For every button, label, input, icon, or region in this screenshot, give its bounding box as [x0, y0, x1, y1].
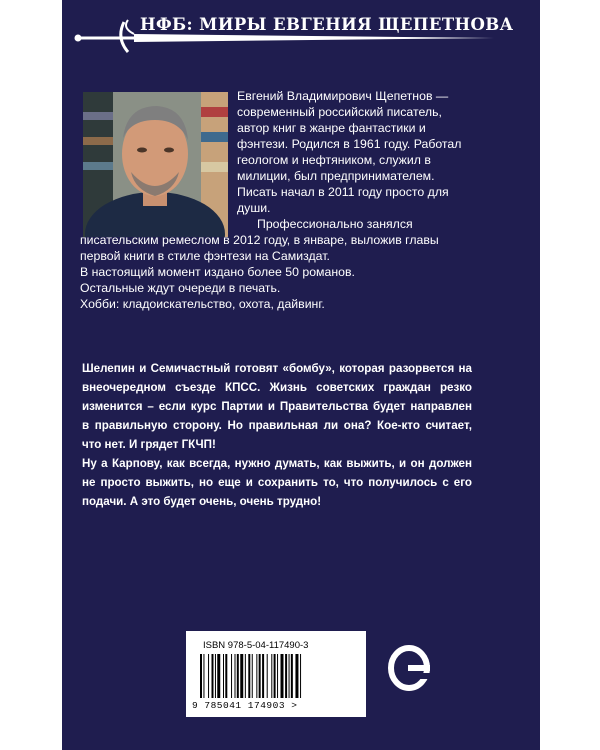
- barcode-bars: [196, 654, 356, 700]
- barcode-bar: [300, 654, 301, 698]
- barcode-bar: [217, 654, 220, 698]
- barcode-bar: [231, 654, 232, 698]
- barcode-bar: [271, 654, 272, 698]
- barcode-digits: 9 785041 174903 >: [192, 700, 298, 711]
- bio-line: Хобби: кладоискательство, охота, дайвинг.: [80, 297, 325, 311]
- bio-line: Профессионально занялся: [257, 217, 413, 231]
- barcode-bar: [240, 654, 243, 698]
- barcode-bar: [208, 654, 209, 698]
- annotation-line: что нет. И грядет ГКЧП!: [82, 438, 216, 451]
- bio-line: милиции, был предпринимателем.: [237, 169, 435, 183]
- annotation-line: в правильную сторону. Но правильная ли она? Кое-кто считает,: [82, 419, 472, 432]
- bio-line: фэнтези. Родился в 1961 году. Работал: [237, 137, 462, 151]
- barcode-bar: [215, 654, 216, 698]
- barcode-bar: [252, 654, 253, 698]
- barcode-bar: [285, 654, 287, 698]
- bio-line: Писать начал в 2011 году просто для: [237, 185, 449, 199]
- book-annotation: [82, 359, 472, 511]
- publisher-logo-icon: [386, 643, 432, 693]
- barcode-panel: [186, 631, 366, 717]
- bio-line: геологом и нефтяником, служил в: [237, 153, 431, 167]
- barcode-bar: [289, 654, 290, 698]
- barcode-bar: [256, 654, 257, 698]
- barcode-bar: [262, 654, 264, 698]
- barcode-bar: [281, 654, 284, 698]
- annotation-line: Шелепин и Семичастный готовят «бомбу», которая разорвется на: [82, 362, 472, 375]
- author-bio: [80, 88, 460, 312]
- barcode-bar: [259, 654, 261, 698]
- barcode-bar: [200, 654, 202, 698]
- annotation-line: подачи. А это будет очень, очень трудно!: [82, 495, 322, 508]
- bio-line: современный российский писатель,: [237, 105, 442, 119]
- bio-line: автор книг в жанре фантастики и: [237, 121, 426, 135]
- bio-line: души.: [237, 201, 271, 215]
- bio-line: писательским ремеслом в 2012 году, в январе, выложив главы: [80, 233, 439, 247]
- barcode-bar: [295, 654, 298, 698]
- barcode-bar: [223, 654, 224, 698]
- annotation-line: не просто выжить, но еще и сохранить то, что получилось с его: [82, 476, 472, 489]
- barcode-bar: [212, 654, 214, 698]
- barcode-bar: [237, 654, 239, 698]
- barcode-bar: [277, 654, 278, 698]
- barcode-bar: [267, 654, 268, 698]
- bio-line: Остальные ждут очереди в печать.: [80, 281, 281, 295]
- barcode-bar: [274, 654, 276, 698]
- barcode-bar: [291, 654, 293, 698]
- bio-line: В настоящий момент издано более 50 романов.: [80, 265, 355, 279]
- barcode-bar: [235, 654, 236, 698]
- annotation-line: Ну а Карпову, как всегда, нужно думать, как выжить, и он должен: [82, 457, 472, 470]
- barcode-bar: [203, 654, 204, 698]
- barcode-bar: [225, 654, 227, 698]
- bio-line: первой книги в стиле фэнтези на Самиздат.: [80, 249, 330, 263]
- annotation-line: внеочередном съезде КПСС. Жизнь советских граждан резко: [82, 381, 472, 394]
- isbn-label: ISBN 978-5-04-117490-3: [203, 640, 309, 651]
- barcode-bar: [248, 654, 250, 698]
- series-title: НФБ: МИРЫ ЕВГЕНИЯ ЩЕПЕТНОВА: [140, 15, 514, 34]
- bio-line: Евгений Владимирович Щепетнов —: [237, 89, 449, 103]
- barcode-bar: [245, 654, 246, 698]
- annotation-line: изменится – если курс Партии и Правительства будет направлен: [82, 400, 472, 413]
